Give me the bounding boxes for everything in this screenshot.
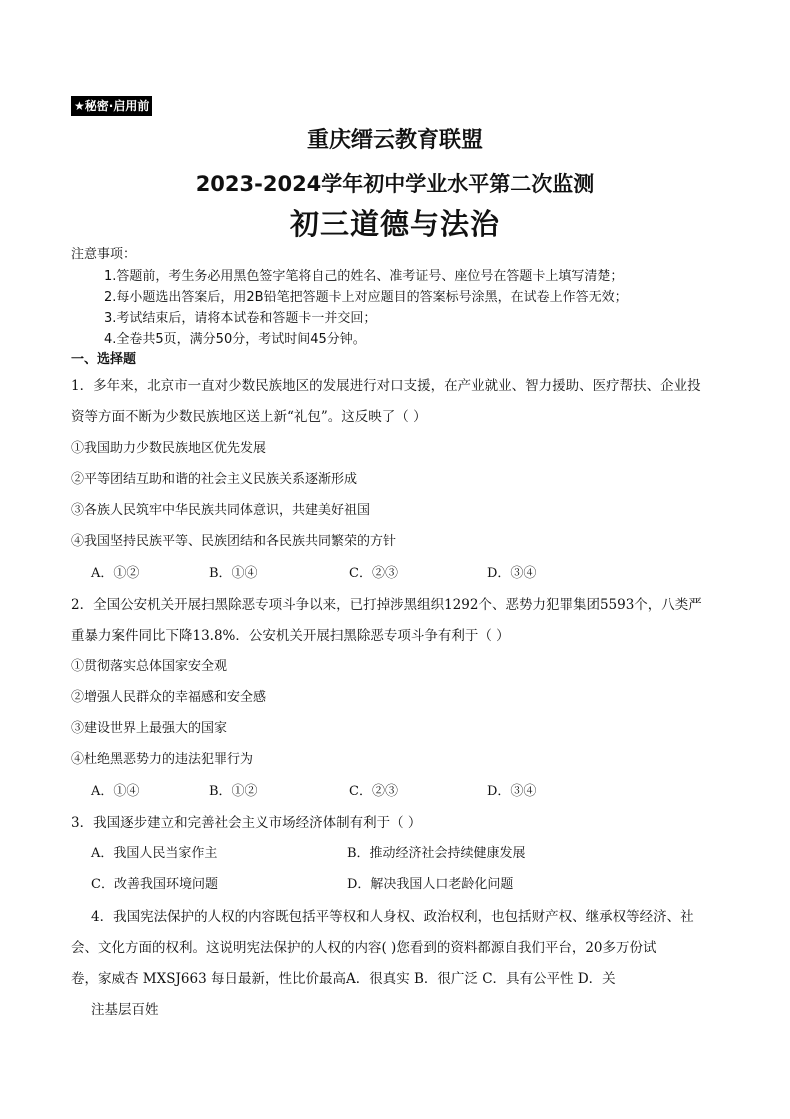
question-3-stem-line: 3．我国逐步建立和完善社会主义市场经济体制有利于（ ） — [71, 815, 422, 831]
question-1-stem-line: 1．多年来，北京市一直对少数民族地区的发展进行对口支援，在产业就业、智力援助、医疗帮扶、企业投 — [71, 378, 701, 394]
question-1-option-c[interactable]: C．②③ — [349, 566, 398, 581]
question-1-option-a[interactable]: A．①② — [91, 566, 140, 581]
subject-title: 初三道德与法治 — [289, 207, 500, 241]
question-2-statement: ③建设世界上最强大的国家 — [71, 721, 228, 736]
question-4-stem-line: 会、文化方面的权利。这说明宪法保护的人权的内容( )您看到的资料都源自我们平台，20多万份试 — [71, 940, 657, 956]
question-2-option-b[interactable]: B．①② — [209, 784, 258, 799]
question-1-statement: ④我国坚持民族平等、民族团结和各民族共同繁荣的方针 — [71, 534, 397, 549]
question-3-option-c[interactable]: C．改善我国环境问题 — [91, 877, 218, 892]
question-2-stem-line: 重暴力案件同比下降13.8%．公安机关开展扫黑除恶专项斗争有利于（ ） — [71, 628, 510, 644]
question-2-stem-line: 2．全国公安机关开展扫黑除恶专项斗争以来，已打掉涉黑组织1292个、恶势力犯罪集团5593个，八类严 — [71, 597, 702, 613]
question-2-statement: ②增强人民群众的幸福感和安全感 — [71, 690, 267, 705]
note-item: 4.全卷共5页，满分50分，考试时间45分钟。 — [104, 332, 366, 347]
note-item: 1.答题前，考生务必用黑色签字笔将自己的姓名、准考证号、座位号在答题卡上填写清楚； — [104, 269, 624, 284]
section-title: 一、选择题 — [71, 352, 137, 367]
question-2-statement: ④杜绝黑恶势力的违法犯罪行为 — [71, 752, 254, 767]
question-3-option-b[interactable]: B．推动经济社会持续健康发展 — [347, 846, 526, 861]
exam-title: 2023-2024学年初中学业水平第二次监测 — [195, 172, 595, 196]
question-3-option-d[interactable]: D．解决我国人口老龄化问题 — [347, 877, 514, 892]
question-4-stem-line: 卷，家威杏 MXSJ663 每日最新，性比价最高A．很真实 B．很广泛 C．具有公平性 D．关 — [71, 971, 616, 987]
question-1-statement: ②平等团结互助和谐的社会主义民族关系逐渐形成 — [71, 472, 358, 487]
note-item: 2.每小题选出答案后，用2B铅笔把答题卡上对应题目的答案标号涂黑，在试卷上作答无效； — [104, 290, 628, 305]
question-2-option-c[interactable]: C．②③ — [349, 784, 398, 799]
question-4-stem-line: 4．我国宪法保护的人权的内容既包括平等权和人身权、政治权利，也包括财产权、继承权等经济、社 — [91, 909, 694, 925]
note-item: 3.考试结束后，请将本试卷和答题卡一并交回； — [104, 311, 377, 326]
question-1-option-b[interactable]: B．①④ — [209, 566, 258, 581]
question-3-option-a[interactable]: A．我国人民当家作主 — [91, 846, 218, 861]
question-1-statement: ①我国助力少数民族地区优先发展 — [71, 441, 267, 456]
question-2-option-d[interactable]: D．③④ — [487, 784, 537, 799]
question-1-statement: ③各族人民筑牢中华民族共同体意识，共建美好祖国 — [71, 503, 371, 518]
question-2-statement: ①贯彻落实总体国家安全观 — [71, 659, 228, 674]
question-1-option-d[interactable]: D．③④ — [487, 566, 537, 581]
secret-label: ★秘密·启用前 — [71, 96, 152, 116]
question-2-option-a[interactable]: A．①④ — [91, 784, 140, 799]
question-4-stem-line: 注基层百姓 — [91, 1002, 159, 1018]
question-1-stem-line: 资等方面不断为少数民族地区送上新“礼包”。这反映了（ ） — [71, 409, 427, 425]
organization-title: 重庆缙云教育联盟 — [306, 128, 483, 153]
notes-title: 注意事项： — [71, 247, 137, 262]
